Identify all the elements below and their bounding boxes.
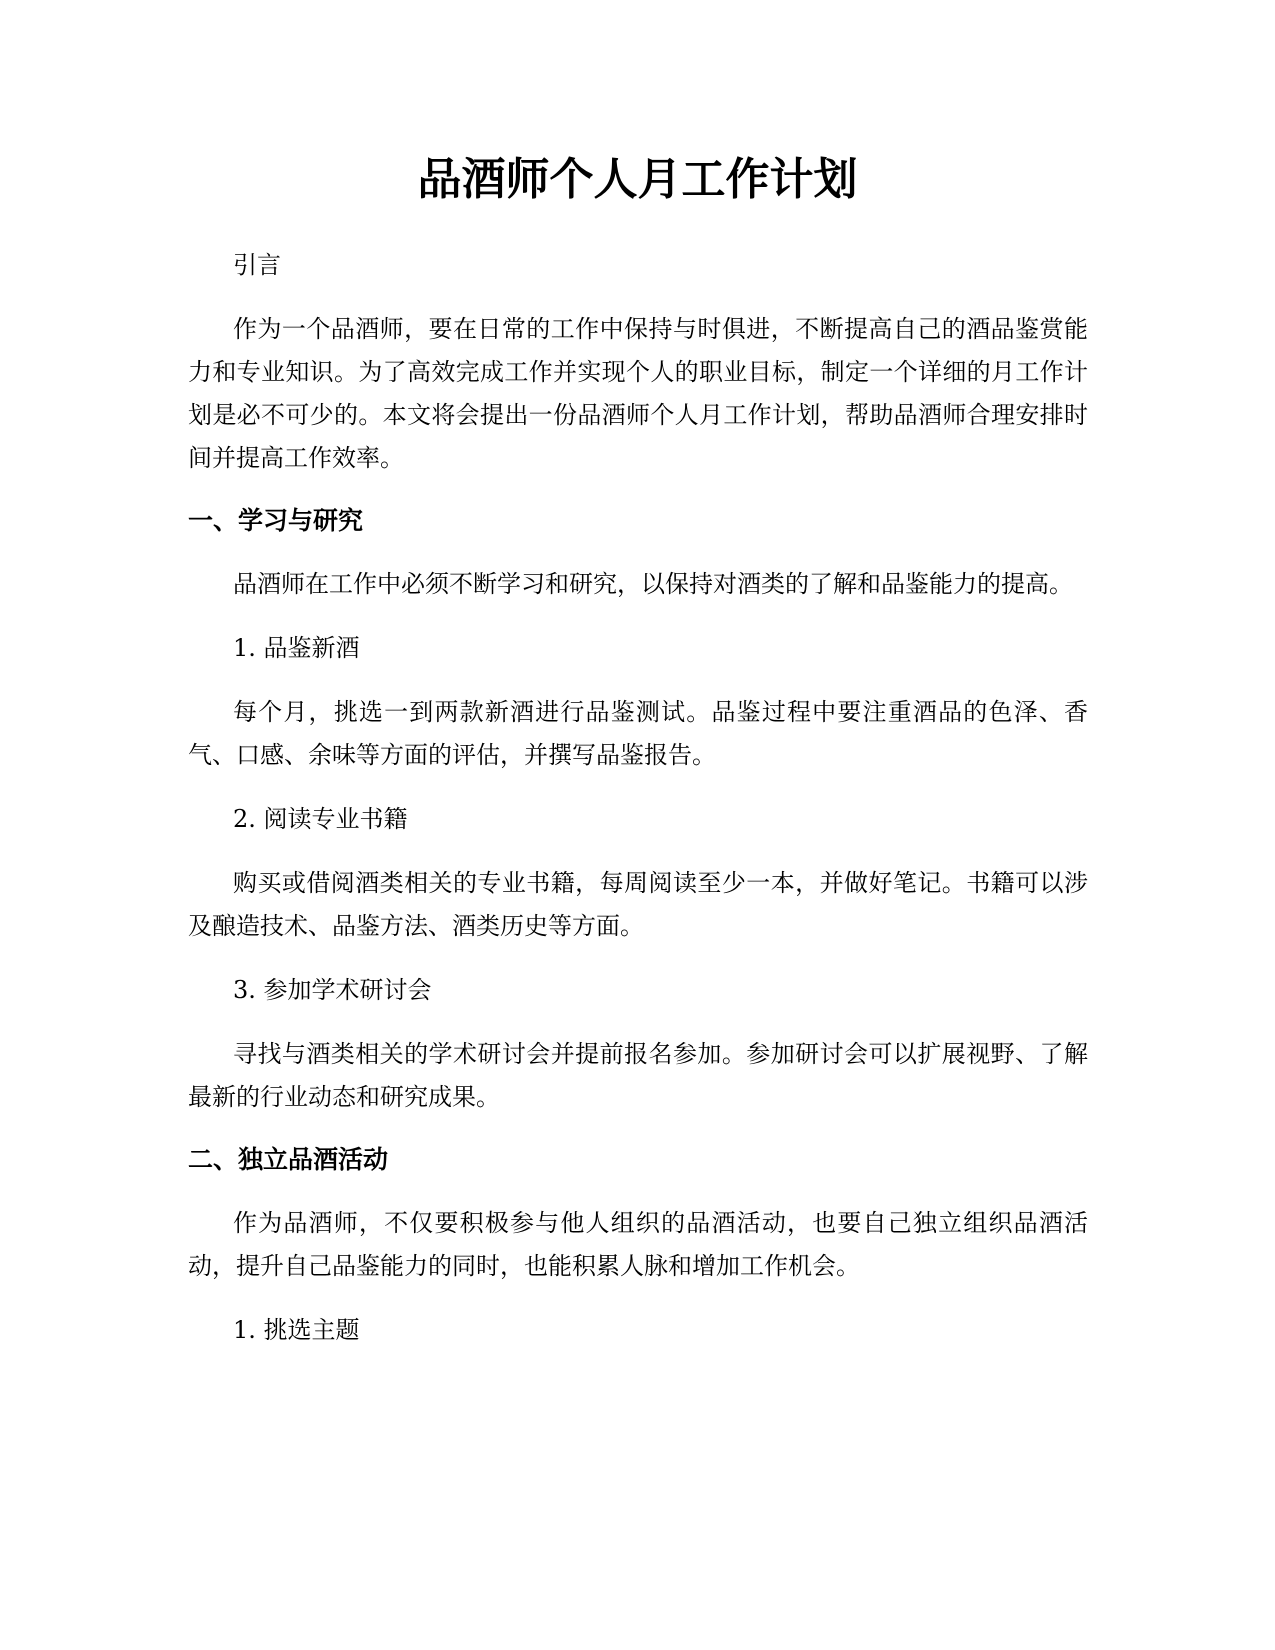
item-1-3-body: 寻找与酒类相关的学术研讨会并提前报名参加。参加研讨会可以扩展视野、了解最新的行业动态和研究成果。 [188, 1040, 1088, 1111]
section-1-heading: 一、学习与研究 [188, 506, 364, 535]
item-1-2-title: 2. 阅读专业书籍 [233, 805, 408, 833]
section-1-intro: 品酒师在工作中必须不断学习和研究，以保持对酒类的了解和品鉴能力的提高。 [233, 570, 1073, 598]
page-title: 品酒师个人月工作计划 [417, 154, 858, 205]
item-1-2-body: 购买或借阅酒类相关的专业书籍，每周阅读至少一本，并做好笔记。书籍可以涉及酿造技术、品鉴方法、酒类历史等方面。 [188, 869, 1088, 940]
intro-label: 引言 [233, 251, 281, 279]
item-1-1-body: 每个月，挑选一到两款新酒进行品鉴测试。品鉴过程中要注重酒品的色泽、香气、口感、余味等方面的评估，并撰写品鉴报告。 [188, 698, 1088, 769]
intro-paragraph: 作为一个品酒师，要在日常的工作中保持与时俱进，不断提高自己的酒品鉴赏能力和专业知识。为了高效完成工作并实现个人的职业目标，制定一个详细的月工作计划是必不可少的。本文将会提出一份品酒师个人月工作计划，帮助品酒师合理安排时间并提高工作效率。 [188, 315, 1088, 472]
section-2-heading: 二、独立品酒活动 [188, 1145, 389, 1174]
item-1-1-title: 1. 品鉴新酒 [233, 634, 360, 662]
item-2-1-title: 1. 挑选主题 [233, 1316, 360, 1344]
item-1-3-title: 3. 参加学术研讨会 [233, 976, 432, 1004]
document-body [188, 244, 1088, 1373]
section-2-intro: 作为品酒师，不仅要积极参与他人组织的品酒活动，也要自己独立组织品酒活动，提升自己品鉴能力的同时，也能积累人脉和增加工作机会。 [188, 1209, 1088, 1280]
